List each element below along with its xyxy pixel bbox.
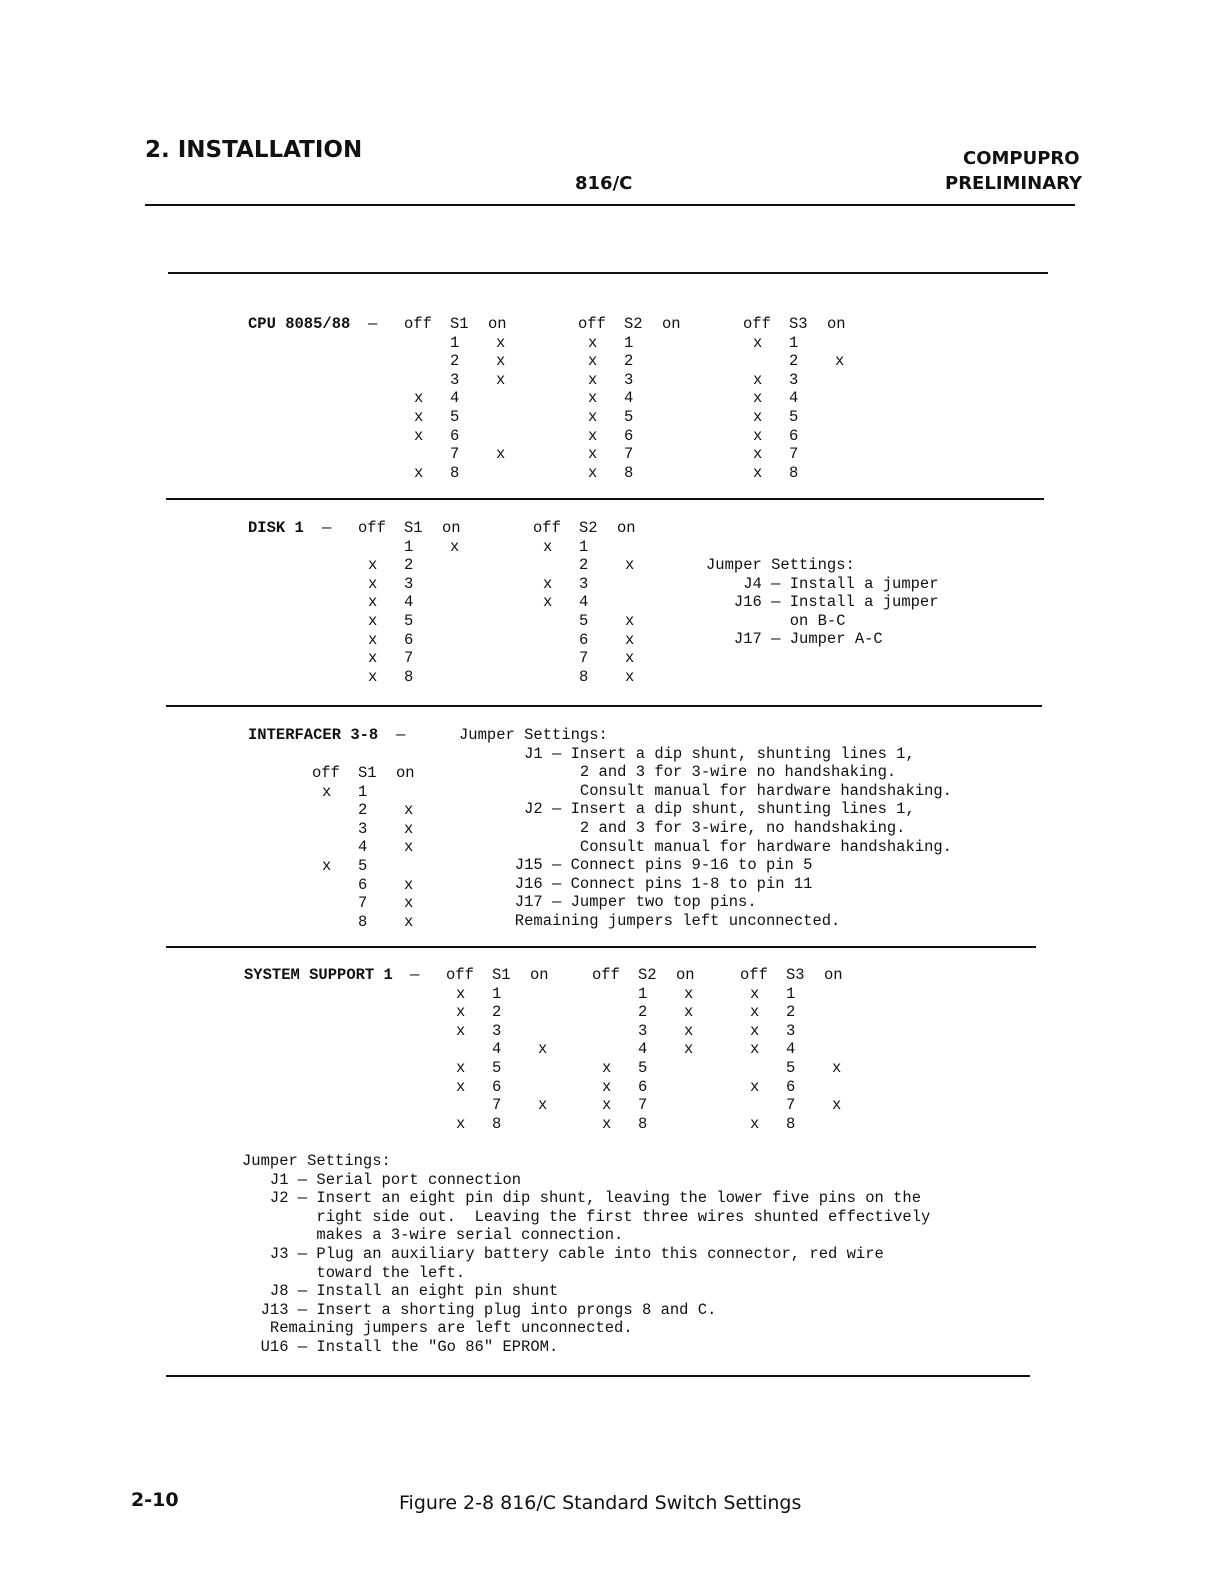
- rule-disk: [166, 705, 1042, 707]
- disk-label: DISK 1: [248, 519, 304, 537]
- switch-off-mark: x: [588, 370, 598, 389]
- switch-name-header: S3: [786, 966, 805, 984]
- switch-off-header: off: [592, 966, 620, 984]
- switch-position-number: 4: [492, 1040, 502, 1059]
- switch-on-mark: x: [404, 801, 414, 820]
- switch-off-mark: x: [368, 556, 378, 575]
- switch-name-header: S2: [579, 519, 598, 537]
- switch-position-number: 3: [358, 819, 368, 838]
- switch-position-number: 4: [450, 389, 460, 408]
- switch-off-mark: x: [368, 649, 378, 668]
- jumper-setting-line: 2 and 3 for 3-wire, no handshaking.: [459, 818, 906, 837]
- switch-off-mark: x: [588, 352, 598, 371]
- switch-on-mark: x: [625, 630, 635, 649]
- switch-on-mark: x: [684, 984, 694, 1003]
- switch-off-header: off: [578, 315, 606, 333]
- switch-off-mark: x: [753, 408, 763, 426]
- jumper-setting-line: J1 — Insert a dip shunt, shunting lines 1,: [459, 744, 915, 763]
- switch-position-number: 4: [404, 593, 414, 612]
- switch-position-number: 1: [786, 984, 796, 1003]
- switch-on-mark: x: [684, 1021, 694, 1040]
- switch-position-number: 8: [579, 667, 589, 686]
- interfacer-jumpers: [459, 726, 952, 931]
- switch-off-mark: x: [588, 389, 598, 408]
- switch-off-mark: x: [753, 389, 763, 408]
- switch-position-number: 3: [450, 370, 460, 389]
- switch-position-number: 8: [786, 1114, 796, 1133]
- switch-off-mark: x: [602, 1114, 612, 1133]
- switch-off-header: off: [312, 764, 340, 782]
- switch-on-mark: x: [404, 838, 414, 857]
- switch-position-number: 2: [492, 1003, 502, 1022]
- switch-on-header: on: [488, 315, 507, 333]
- switch-on-header: on: [442, 519, 461, 537]
- switch-off-mark: x: [322, 857, 332, 875]
- switch-on-header: on: [396, 764, 415, 782]
- interfacer-label: INTERFACER 3-8: [248, 726, 379, 744]
- switch-off-header: off: [533, 519, 561, 537]
- switch-off-mark: x: [588, 426, 598, 445]
- switch-on-header: on: [662, 315, 681, 333]
- switch-position-number: 6: [789, 426, 799, 445]
- jumper-setting-line: J8 — Install an eight pin shunt: [242, 1282, 559, 1301]
- switch-name-header: S1: [450, 315, 469, 333]
- switch-off-mark: x: [753, 445, 763, 464]
- switch-position-number: 5: [404, 612, 414, 630]
- switch-position-number: 4: [624, 389, 634, 408]
- switch-position-number: 5: [638, 1059, 648, 1077]
- jumper-setting-line: Consult manual for hardware handshaking.: [459, 837, 952, 856]
- switch-on-mark: x: [496, 445, 506, 464]
- switch-position-number: 2: [638, 1003, 648, 1022]
- switch-position-number: 2: [624, 352, 634, 371]
- jumper-setting-line: J2 — Insert an eight pin dip shunt, leaving the lower five pins on the: [242, 1189, 922, 1208]
- switch-on-mark: x: [496, 352, 506, 371]
- switch-position-number: 2: [404, 556, 414, 575]
- switch-position-number: 6: [450, 426, 460, 445]
- jumper-setting-line: J1 — Serial port connection: [242, 1170, 522, 1189]
- switch-position-number: 1: [358, 782, 368, 801]
- switch-position-number: 7: [450, 445, 460, 464]
- jumper-setting-line: makes a 3-wire serial connection.: [242, 1226, 624, 1245]
- switch-position-number: 6: [492, 1077, 502, 1096]
- jumper-setting-line: J15 — Connect pins 9-16 to pin 5: [459, 856, 813, 875]
- switch-off-mark: x: [753, 333, 763, 352]
- switch-off-mark: x: [368, 574, 378, 593]
- rule-cpu: [166, 498, 1044, 500]
- switch-off-mark: x: [456, 1021, 466, 1040]
- switch-position-number: 7: [492, 1096, 502, 1115]
- switch-off-mark: x: [750, 1003, 760, 1022]
- switch-off-mark: x: [750, 1114, 760, 1133]
- switch-off-header: off: [358, 519, 386, 537]
- switch-position-number: 4: [358, 838, 368, 857]
- switch-name-header: S1: [404, 519, 423, 537]
- switch-position-number: 7: [786, 1096, 796, 1115]
- support-dash: —: [410, 966, 420, 984]
- switch-on-mark: x: [538, 1096, 548, 1115]
- switch-position-number: 8: [358, 912, 368, 931]
- switch-name-header: S2: [638, 966, 657, 984]
- switch-on-mark: x: [404, 875, 414, 894]
- switch-position-number: 3: [404, 574, 414, 593]
- header-rule: [145, 204, 1075, 206]
- switch-position-number: 5: [358, 857, 368, 875]
- switch-position-number: 6: [358, 875, 368, 894]
- switch-on-header: on: [827, 315, 846, 333]
- switch-on-mark: x: [404, 912, 414, 931]
- switch-position-number: 4: [638, 1040, 648, 1059]
- switch-off-mark: x: [750, 984, 760, 1003]
- jumper-setting-line: J16 — Install a jumper: [706, 593, 939, 612]
- support-label: SYSTEM SUPPORT 1: [244, 966, 393, 984]
- jumper-setting-line: J4 — Install a jumper: [706, 574, 939, 593]
- switch-name-header: S3: [789, 315, 808, 333]
- switch-position-number: 7: [358, 894, 368, 913]
- switch-on-mark: x: [625, 556, 635, 575]
- switch-off-mark: x: [750, 1077, 760, 1096]
- switch-on-header: on: [530, 966, 549, 984]
- switch-on-mark: x: [832, 1059, 842, 1077]
- switch-off-mark: x: [368, 612, 378, 630]
- switch-position-number: 5: [786, 1059, 796, 1077]
- switch-position-number: 8: [404, 667, 414, 686]
- status-label: PRELIMINARY: [945, 173, 1083, 194]
- switch-off-mark: x: [368, 667, 378, 686]
- switch-off-mark: x: [543, 593, 553, 612]
- switch-on-mark: x: [404, 894, 414, 913]
- switch-off-mark: x: [588, 445, 598, 464]
- switch-off-mark: x: [753, 426, 763, 445]
- switch-on-mark: x: [835, 352, 845, 371]
- switch-off-mark: x: [456, 1077, 466, 1096]
- switch-position-number: 8: [638, 1114, 648, 1133]
- switch-name-header: S2: [624, 315, 643, 333]
- switch-position-number: 5: [624, 408, 634, 426]
- switch-position-number: 1: [624, 333, 634, 352]
- switch-position-number: 7: [638, 1096, 648, 1115]
- switch-off-mark: x: [414, 408, 424, 426]
- figure-caption: Figure 2-8 816/C Standard Switch Settings: [399, 1492, 802, 1514]
- switch-on-mark: x: [404, 819, 414, 838]
- switch-off-mark: x: [414, 426, 424, 445]
- rule-bottom: [166, 1375, 1030, 1377]
- jumper-setting-line: J3 — Plug an auxiliary battery cable into this connector, red wire: [242, 1244, 884, 1263]
- switch-position-number: 4: [579, 593, 589, 612]
- switch-off-mark: x: [414, 389, 424, 408]
- switch-off-mark: x: [414, 463, 424, 482]
- switch-off-mark: x: [543, 537, 553, 556]
- switch-position-number: 2: [358, 801, 368, 820]
- switch-off-mark: x: [322, 782, 332, 801]
- switch-position-number: 8: [624, 463, 634, 482]
- switch-position-number: 4: [789, 389, 799, 408]
- switch-off-header: off: [404, 315, 432, 333]
- switch-position-number: 8: [450, 463, 460, 482]
- switch-position-number: 5: [450, 408, 460, 426]
- switch-position-number: 6: [404, 630, 414, 649]
- jumper-settings-heading: Jumper Settings:: [242, 1152, 391, 1170]
- switch-position-number: 3: [624, 370, 634, 389]
- switch-off-mark: x: [456, 1114, 466, 1133]
- rule-interfacer: [166, 946, 1036, 948]
- switch-off-mark: x: [543, 574, 553, 593]
- switch-on-mark: x: [684, 1003, 694, 1022]
- switch-on-mark: x: [538, 1040, 548, 1059]
- jumper-settings-heading: Jumper Settings:: [459, 726, 608, 744]
- switch-off-mark: x: [750, 1021, 760, 1040]
- switch-position-number: 6: [579, 630, 589, 649]
- switch-position-number: 3: [492, 1021, 502, 1040]
- switch-on-mark: x: [625, 649, 635, 668]
- rule-top: [168, 272, 1048, 274]
- switch-on-mark: x: [450, 537, 460, 556]
- cpu-dash: —: [368, 315, 378, 333]
- jumper-settings-heading: Jumper Settings:: [706, 556, 855, 574]
- page-number: 2-10: [131, 1489, 179, 1511]
- switch-position-number: 5: [789, 408, 799, 426]
- switch-off-mark: x: [753, 463, 763, 482]
- switch-on-mark: x: [496, 333, 506, 352]
- switch-off-mark: x: [588, 463, 598, 482]
- switch-position-number: 1: [579, 537, 589, 556]
- switch-on-header: on: [676, 966, 695, 984]
- switch-position-number: 6: [786, 1077, 796, 1096]
- switch-position-number: 8: [492, 1114, 502, 1133]
- switch-off-mark: x: [753, 370, 763, 389]
- switch-off-mark: x: [456, 1003, 466, 1022]
- jumper-setting-line: J17 — Jumper A-C: [706, 630, 883, 649]
- interfacer-dash: —: [396, 726, 406, 744]
- switch-position-number: 6: [624, 426, 634, 445]
- model-label: 816/C: [575, 173, 633, 194]
- section-title: 2. INSTALLATION: [145, 137, 363, 163]
- switch-position-number: 7: [404, 649, 414, 668]
- switch-position-number: 3: [579, 574, 589, 593]
- jumper-setting-line: U16 — Install the "Go 86" EPROM.: [242, 1337, 559, 1356]
- jumper-setting-line: Consult manual for hardware handshaking.: [459, 781, 952, 800]
- switch-on-mark: x: [625, 667, 635, 686]
- jumper-setting-line: Remaining jumpers are left unconnected.: [242, 1319, 633, 1338]
- switch-position-number: 1: [492, 984, 502, 1003]
- jumper-setting-line: toward the left.: [242, 1263, 466, 1282]
- jumper-setting-line: 2 and 3 for 3-wire no handshaking.: [459, 763, 897, 782]
- switch-off-mark: x: [368, 593, 378, 612]
- switch-off-mark: x: [588, 408, 598, 426]
- switch-position-number: 2: [789, 352, 799, 371]
- disk-dash: —: [322, 519, 332, 537]
- jumper-setting-line: on B-C: [706, 611, 846, 630]
- switch-off-header: off: [446, 966, 474, 984]
- jumper-setting-line: J2 — Insert a dip shunt, shunting lines 1,: [459, 800, 915, 819]
- switch-position-number: 5: [492, 1059, 502, 1077]
- switch-position-number: 7: [579, 649, 589, 668]
- switch-off-mark: x: [456, 984, 466, 1003]
- switch-off-mark: x: [368, 630, 378, 649]
- company-name: COMPUPRO: [963, 148, 1080, 169]
- switch-position-number: 2: [786, 1003, 796, 1022]
- switch-off-mark: x: [588, 333, 598, 352]
- jumper-setting-line: right side out. Leaving the first three wires shunted effectively: [242, 1207, 931, 1226]
- switch-position-number: 4: [786, 1040, 796, 1059]
- jumper-setting-line: J17 — Jumper two top pins.: [459, 893, 757, 912]
- switch-name-header: S1: [358, 764, 377, 782]
- switch-on-mark: x: [625, 612, 635, 630]
- switch-position-number: 3: [786, 1021, 796, 1040]
- switch-position-number: 7: [789, 445, 799, 464]
- disk-jumpers: [706, 556, 939, 649]
- switch-on-mark: x: [832, 1096, 842, 1115]
- switch-position-number: 3: [638, 1021, 648, 1040]
- switch-position-number: 2: [450, 352, 460, 371]
- switch-off-mark: x: [456, 1059, 466, 1077]
- cpu-label: CPU 8085/88: [248, 315, 351, 333]
- switch-position-number: 6: [638, 1077, 648, 1096]
- jumper-setting-line: Remaining jumpers left unconnected.: [459, 911, 841, 930]
- switch-on-header: on: [617, 519, 636, 537]
- switch-off-mark: x: [602, 1077, 612, 1096]
- switch-off-header: off: [740, 966, 768, 984]
- jumper-setting-line: J16 — Connect pins 1-8 to pin 11: [459, 874, 813, 893]
- switch-on-mark: x: [496, 370, 506, 389]
- switch-position-number: 1: [638, 984, 648, 1003]
- switch-off-mark: x: [602, 1059, 612, 1077]
- switch-position-number: 3: [789, 370, 799, 389]
- switch-position-number: 1: [450, 333, 460, 352]
- switch-position-number: 1: [404, 537, 414, 556]
- switch-position-number: 2: [579, 556, 589, 575]
- switch-off-header: off: [743, 315, 771, 333]
- support-jumpers: [242, 1152, 930, 1357]
- switch-position-number: 8: [789, 463, 799, 482]
- switch-on-header: on: [824, 966, 843, 984]
- switch-position-number: 7: [624, 445, 634, 464]
- switch-position-number: 5: [579, 612, 589, 630]
- switch-off-mark: x: [602, 1096, 612, 1115]
- jumper-setting-line: J13 — Insert a shorting plug into prongs 8 and C.: [242, 1300, 717, 1319]
- switch-on-mark: x: [684, 1040, 694, 1059]
- switch-position-number: 1: [789, 333, 799, 352]
- switch-name-header: S1: [492, 966, 511, 984]
- switch-off-mark: x: [750, 1040, 760, 1059]
